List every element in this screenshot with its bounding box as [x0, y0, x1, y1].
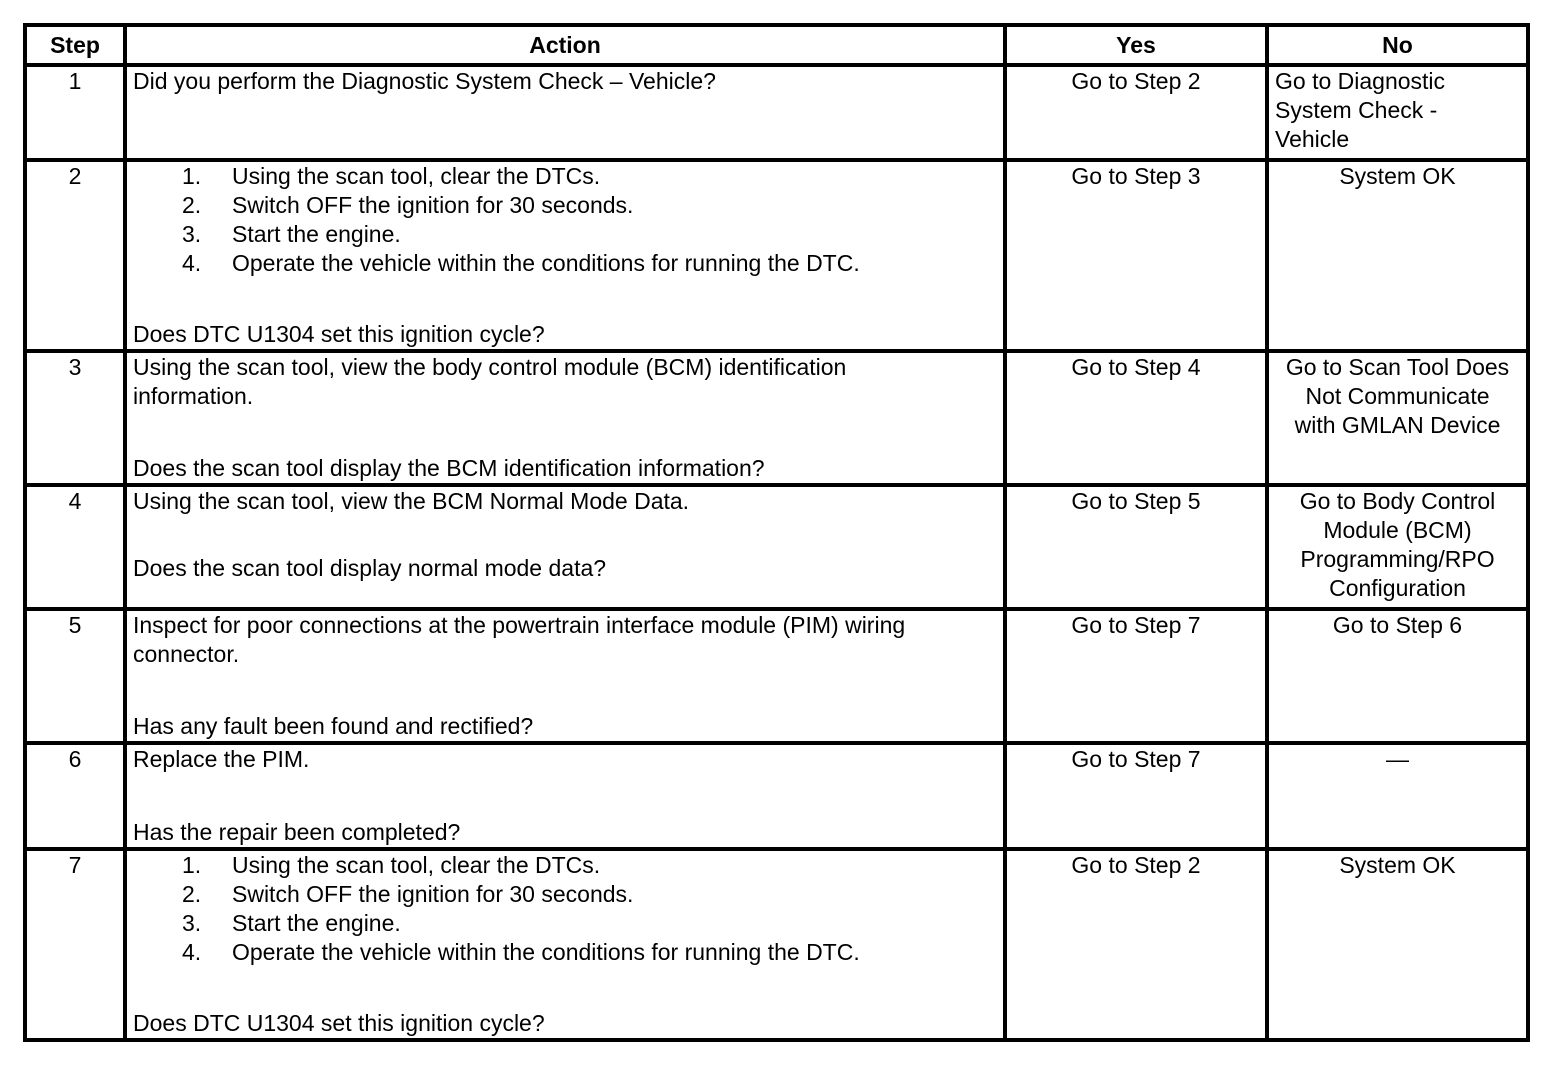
- no-cell: Go to Step 6: [1267, 609, 1528, 743]
- table-row: [25, 65, 1528, 160]
- list-item: 3. Start the engine.: [182, 221, 401, 247]
- step-number: 6: [25, 743, 125, 849]
- diagnostic-table: [23, 23, 1530, 1042]
- action-text: Did you perform the Diagnostic System Check – Vehicle?: [133, 68, 716, 94]
- question-text: Does DTC U1304 set this ignition cycle?: [133, 321, 545, 347]
- yes-cell: Go to Step 2: [1005, 849, 1267, 1040]
- no-line: Go to Scan Tool Does: [1285, 354, 1510, 380]
- yes-cell: Go to Step 2: [1005, 65, 1267, 160]
- no-line: Programming/RPO: [1300, 546, 1495, 572]
- no-line: with GMLAN Device: [1294, 412, 1501, 438]
- list-item: 1. Using the scan tool, clear the DTCs.: [182, 163, 601, 189]
- header-row: [25, 25, 1528, 65]
- table-row: [25, 485, 1528, 609]
- action-cell: [125, 65, 1005, 160]
- question-text: Does the scan tool display the BCM identification information?: [133, 455, 765, 481]
- yes-cell: Go to Step 7: [1005, 609, 1267, 743]
- question-text: Does DTC U1304 set this ignition cycle?: [133, 1010, 545, 1036]
- table-row: [25, 160, 1528, 351]
- no-line: Not Communicate: [1305, 383, 1490, 409]
- question-text: Has the repair been completed?: [133, 819, 461, 845]
- no-line: Go to Body Control: [1299, 488, 1496, 514]
- action-text: information.: [133, 383, 254, 409]
- no-cell: System OK: [1267, 849, 1528, 1040]
- no-line: System Check -: [1275, 97, 1438, 123]
- action-text: Inspect for poor connections at the powertrain interface module (PIM) wiring: [133, 612, 906, 638]
- no-cell: System OK: [1267, 160, 1528, 351]
- yes-cell: Go to Step 4: [1005, 351, 1267, 485]
- question-text: Does the scan tool display normal mode data?: [133, 555, 607, 581]
- step-number: 2: [25, 160, 125, 351]
- action-text: Replace the PIM.: [133, 746, 310, 772]
- action-cell: [125, 160, 1005, 351]
- list-item: 4. Operate the vehicle within the conditions for running the DTC.: [182, 939, 860, 965]
- action-cell: [125, 609, 1005, 743]
- header-no: No: [1267, 25, 1528, 65]
- action-text: Using the scan tool, view the body control module (BCM) identification: [133, 354, 847, 380]
- action-cell: [125, 849, 1005, 1040]
- table-row: [25, 743, 1528, 849]
- table-row: [25, 849, 1528, 1040]
- list-item: 3. Start the engine.: [182, 910, 401, 936]
- list-item: 4. Operate the vehicle within the conditions for running the DTC.: [182, 250, 860, 276]
- no-cell: [1267, 351, 1528, 485]
- yes-cell: Go to Step 5: [1005, 485, 1267, 609]
- action-text: Using the scan tool, view the BCM Normal Mode Data.: [133, 488, 690, 514]
- step-number: 7: [25, 849, 125, 1040]
- list-item: 2. Switch OFF the ignition for 30 seconds.: [182, 881, 634, 907]
- step-number: 1: [25, 65, 125, 160]
- header-yes: Yes: [1005, 25, 1267, 65]
- list-item: 1. Using the scan tool, clear the DTCs.: [182, 852, 601, 878]
- no-line: Module (BCM): [1323, 517, 1472, 543]
- question-text: Has any fault been found and rectified?: [133, 713, 534, 739]
- action-steps-list: [133, 851, 997, 967]
- no-cell: [1267, 65, 1528, 160]
- action-cell: [125, 485, 1005, 609]
- no-line: Configuration: [1329, 575, 1466, 601]
- table-row: [25, 609, 1528, 743]
- step-number: 3: [25, 351, 125, 485]
- no-cell: —: [1267, 743, 1528, 849]
- no-line: Vehicle: [1275, 126, 1350, 152]
- table-row: [25, 351, 1528, 485]
- action-text: connector.: [133, 641, 240, 667]
- header-action: Action: [125, 25, 1005, 65]
- step-number: 5: [25, 609, 125, 743]
- yes-cell: Go to Step 3: [1005, 160, 1267, 351]
- yes-cell: Go to Step 7: [1005, 743, 1267, 849]
- action-steps-list: [133, 162, 997, 278]
- action-cell: [125, 351, 1005, 485]
- action-cell: [125, 743, 1005, 849]
- step-number: 4: [25, 485, 125, 609]
- list-item: 2. Switch OFF the ignition for 30 seconds.: [182, 192, 634, 218]
- no-line: Go to Diagnostic: [1275, 68, 1446, 94]
- header-step: Step: [25, 25, 125, 65]
- no-cell: [1267, 485, 1528, 609]
